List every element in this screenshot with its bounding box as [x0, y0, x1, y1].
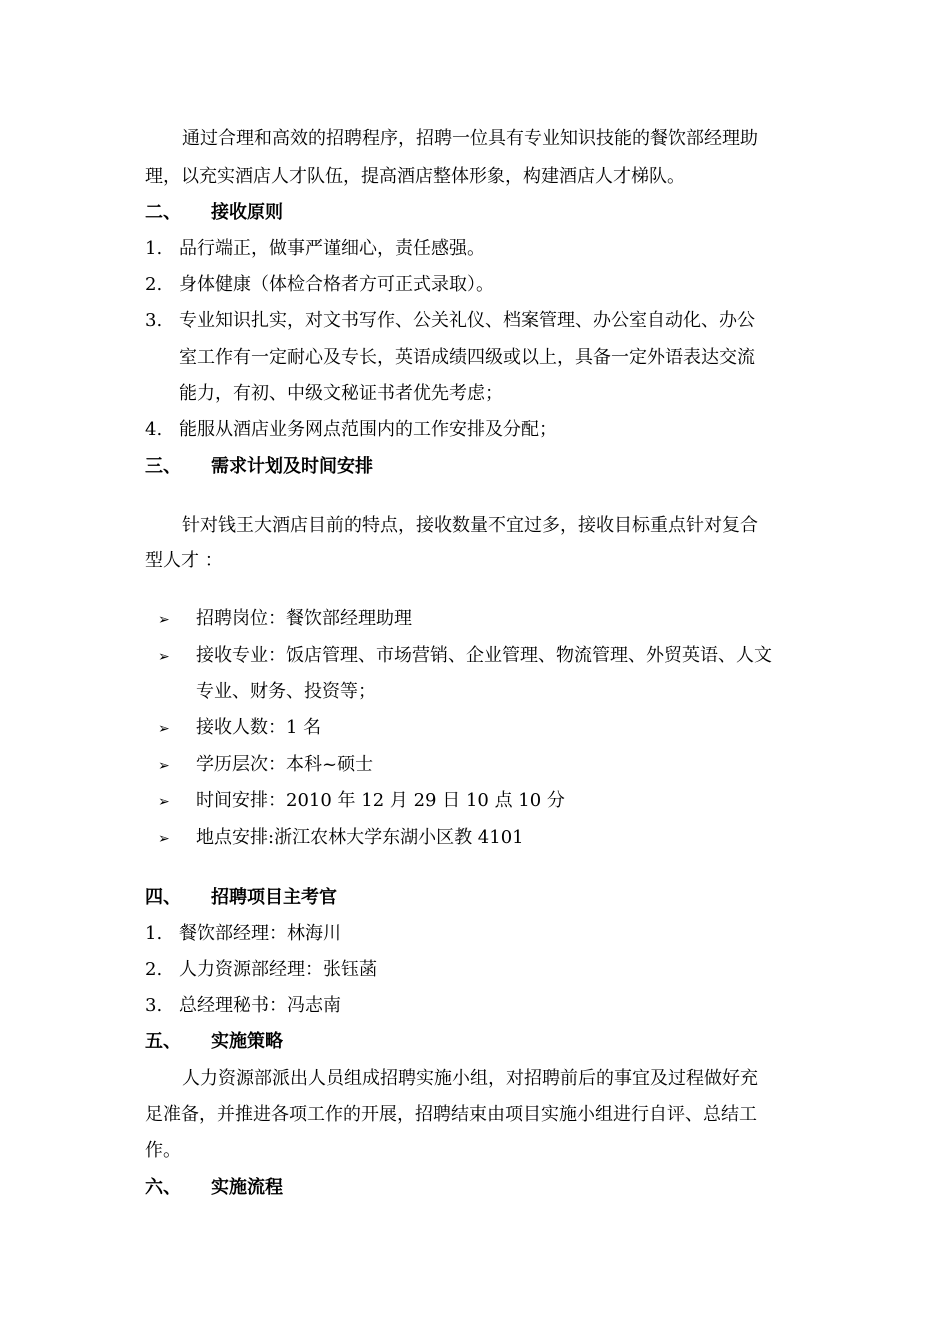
list-text: 总经理秘书：冯志南: [179, 995, 341, 1016]
list-text-continuation: 室工作有一定耐心及专长，英语成绩四级或以上，具备一定外语表达交流: [179, 347, 755, 368]
section-2-number: 二、: [145, 202, 181, 223]
section-5-title: 实施策略: [211, 1031, 283, 1052]
list-number: 2.: [145, 959, 163, 980]
arrow-bullet-icon: ➢: [158, 831, 170, 847]
section-4-number: 四、: [145, 887, 181, 908]
section-2-title: 接收原则: [211, 202, 283, 223]
list-number: 4.: [145, 419, 163, 440]
section-4-title: 招聘项目主考官: [211, 887, 337, 908]
arrow-bullet-icon: ➢: [158, 794, 170, 810]
section-5-line-1: 人力资源部派出人员组成招聘实施小组，对招聘前后的事宜及过程做好充: [182, 1068, 758, 1089]
list-number: 3.: [145, 310, 163, 331]
list-number: 1.: [145, 923, 163, 944]
list-text: 身体健康（体检合格者方可正式录取）。: [179, 274, 494, 295]
bullet-text: 招聘岗位：餐饮部经理助理: [196, 608, 412, 629]
list-text: 餐饮部经理：林海川: [179, 923, 341, 944]
bullet-text: 地点安排:浙江农林大学东湖小区教 4101: [196, 827, 524, 848]
bullet-text: 接收专业：饭店管理、市场营销、企业管理、物流管理、外贸英语、人文: [196, 645, 772, 666]
bullet-text-continuation: 专业、财务、投资等；: [196, 681, 376, 702]
section-3-number: 三、: [145, 456, 181, 477]
section-3-title: 需求计划及时间安排: [211, 456, 373, 477]
list-number: 1.: [145, 238, 163, 259]
bullet-text: 学历层次：本科~硕士: [196, 754, 374, 775]
section-5-line-2: 足准备，并推进各项工作的开展，招聘结束由项目实施小组进行自评、总结工: [145, 1104, 757, 1125]
list-text: 品行端正，做事严谨细心，责任感强。: [179, 238, 485, 259]
list-text: 能服从酒店业务网点范围内的工作安排及分配；: [179, 419, 557, 440]
list-text: 专业知识扎实，对文书写作、公关礼仪、档案管理、办公室自动化、办公: [179, 310, 755, 331]
arrow-bullet-icon: ➢: [158, 612, 170, 628]
section-5-number: 五、: [145, 1031, 181, 1052]
section-6-title: 实施流程: [211, 1177, 283, 1198]
bullet-text: 时间安排：2010 年 12 月 29 日 10 点 10 分: [196, 790, 565, 811]
list-text-continuation: 能力，有初、中级文秘证书者优先考虑；: [179, 383, 503, 404]
section-3-paragraph-line-1: 针对钱王大酒店目前的特点，接收数量不宜过多，接收目标重点针对复合: [182, 515, 758, 536]
intro-line-1: 通过合理和高效的招聘程序，招聘一位具有专业知识技能的餐饮部经理助: [182, 128, 758, 149]
arrow-bullet-icon: ➢: [158, 649, 170, 665]
section-3-paragraph-line-2: 型人才 ：: [145, 550, 223, 571]
arrow-bullet-icon: ➢: [158, 758, 170, 774]
section-5-line-3: 作。: [145, 1140, 181, 1161]
list-number: 3.: [145, 995, 163, 1016]
bullet-text: 接收人数：1 名: [196, 717, 322, 738]
list-number: 2.: [145, 274, 163, 295]
arrow-bullet-icon: ➢: [158, 721, 170, 737]
section-6-number: 六、: [145, 1177, 181, 1198]
intro-line-2: 理，以充实酒店人才队伍，提高酒店整体形象，构建酒店人才梯队。: [145, 166, 685, 187]
list-text: 人力资源部经理：张钰菡: [179, 959, 377, 980]
